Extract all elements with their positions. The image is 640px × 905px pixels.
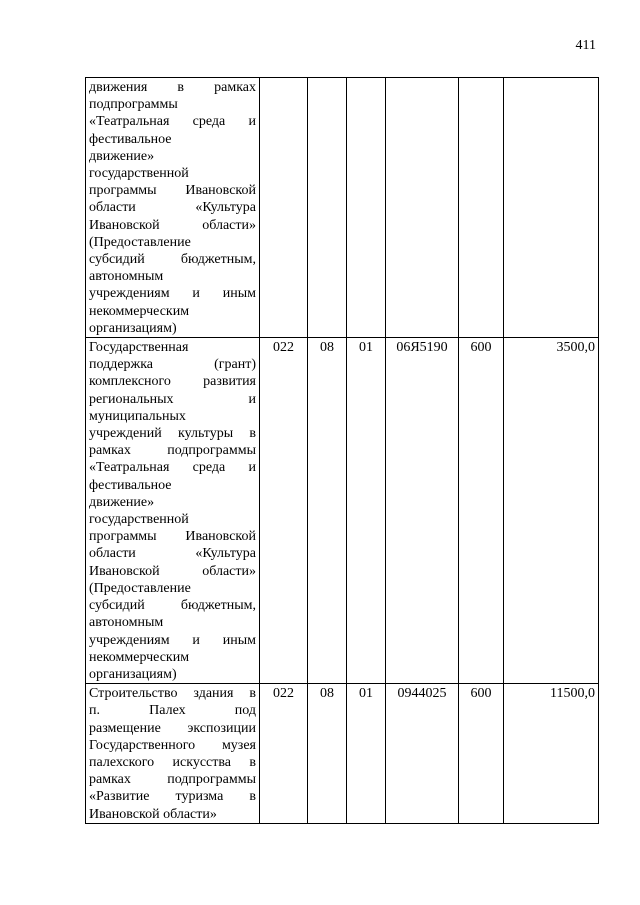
amount-cell: 3500,0 <box>504 338 599 684</box>
subsection-code-cell <box>347 78 386 338</box>
description-line: движение» <box>89 494 155 510</box>
table-row <box>86 338 599 684</box>
description-line: некоммерческим <box>89 303 190 319</box>
section-code-cell: 08 <box>308 338 347 684</box>
target-article-cell <box>386 78 459 338</box>
section-code-cell: 08 <box>308 684 347 824</box>
description-line: Государственная <box>89 340 189 356</box>
target-article-cell: 06Я5190 <box>386 338 459 684</box>
description-line: учреждений культуры в <box>89 426 256 442</box>
description-line: автономным <box>89 615 164 631</box>
description-line: Ивановской области» <box>89 806 217 822</box>
description-line: муниципальных <box>89 408 186 424</box>
expense-type-cell: 600 <box>459 338 504 684</box>
description-line: автономным <box>89 269 164 285</box>
description-line: фестивальное <box>89 131 172 147</box>
description-line: рамках подпрограммы <box>89 772 256 788</box>
description-line: (Предоставление <box>89 580 191 596</box>
description-line: Ивановской области» <box>89 217 256 233</box>
description-cell <box>86 684 260 824</box>
description-line: фестивальное <box>89 477 172 493</box>
description-line: учреждениям и иным <box>89 632 256 648</box>
description-line: некоммерческим <box>89 649 190 665</box>
description-line: субсидий бюджетным, <box>89 252 256 268</box>
description-cell <box>86 78 260 338</box>
description-line: программы Ивановской <box>89 183 256 199</box>
ministry-code-cell: 022 <box>260 684 308 824</box>
budget-table <box>85 77 599 824</box>
description-line: области «Культура <box>89 200 256 216</box>
description-line: «Развитие туризма в <box>89 789 256 805</box>
table-body <box>86 78 599 824</box>
description-line: Государственного музея <box>89 737 256 753</box>
description-line: организациям) <box>89 320 177 336</box>
description-line: региональных и <box>89 391 256 407</box>
amount-cell: 11500,0 <box>504 684 599 824</box>
description-cell <box>86 338 260 684</box>
description-line: субсидий бюджетным, <box>89 598 256 614</box>
description-line: (Предоставление <box>89 234 191 250</box>
description-line: учреждениям и иным <box>89 286 256 302</box>
description-line: «Театральная среда и <box>89 114 256 130</box>
description-line: рамках подпрограммы <box>89 443 256 459</box>
section-code-cell <box>308 78 347 338</box>
description-line: области «Культура <box>89 546 256 562</box>
description-line: палехского искусства в <box>89 754 256 770</box>
expense-type-cell <box>459 78 504 338</box>
expense-type-cell: 600 <box>459 684 504 824</box>
description-line: комплексного развития <box>89 374 256 390</box>
ministry-code-cell: 022 <box>260 338 308 684</box>
description-line: «Театральная среда и <box>89 460 256 476</box>
description-line: движение» <box>89 148 155 164</box>
page-number: 411 <box>575 38 596 53</box>
description-line: государственной <box>89 512 189 528</box>
description-line: организациям) <box>89 666 177 682</box>
description-line: Ивановской области» <box>89 563 256 579</box>
description-line: движения в рамках <box>89 80 256 95</box>
description-line: поддержка (грант) <box>89 357 256 373</box>
description-line: Строительство здания в <box>89 686 256 702</box>
table-row <box>86 78 599 338</box>
description-line: п. Палех под <box>89 703 256 719</box>
ministry-code-cell <box>260 78 308 338</box>
target-article-cell: 0944025 <box>386 684 459 824</box>
subsection-code-cell: 01 <box>347 684 386 824</box>
description-line: государственной <box>89 166 189 182</box>
amount-cell <box>504 78 599 338</box>
description-line: программы Ивановской <box>89 529 256 545</box>
description-line: подпрограммы <box>89 97 178 113</box>
subsection-code-cell: 01 <box>347 338 386 684</box>
description-line: размещение экспозиции <box>89 720 256 736</box>
table-row <box>86 684 599 824</box>
